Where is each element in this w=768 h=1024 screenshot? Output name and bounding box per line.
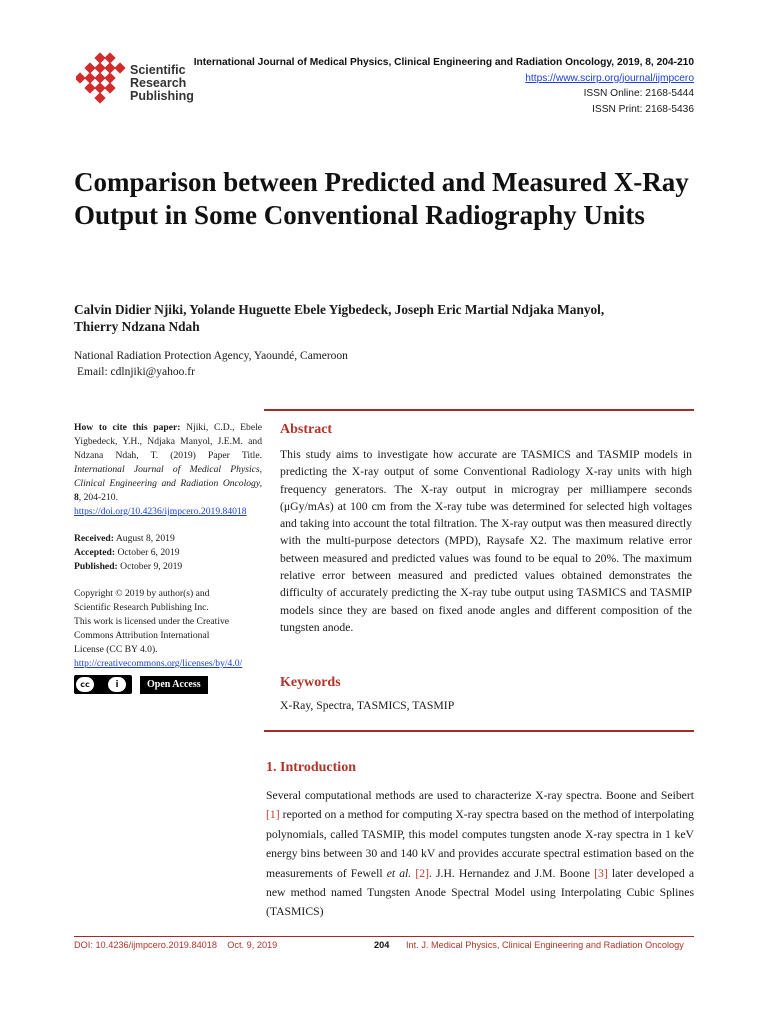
attribution-icon: i xyxy=(108,677,126,692)
journal-citation: International Journal of Medical Physics, Clinical Engineering and Radiation Oncology, 2019, 8, 204-210 xyxy=(193,57,694,68)
publisher-name-line: Scientific xyxy=(130,63,186,77)
cite-volume: 8 xyxy=(74,492,79,503)
citation-ref-link[interactable]: [3] xyxy=(594,866,608,880)
citation-ref-link[interactable]: [1] xyxy=(266,808,280,822)
publisher-name-line: Publishing xyxy=(130,89,194,103)
open-access-badge: Open Access xyxy=(140,676,208,694)
page-number: 204 xyxy=(374,940,390,950)
issn-print: ISSN Print: 2168-5436 xyxy=(592,103,694,115)
accepted-label: Accepted: xyxy=(74,547,116,558)
published-date: October 9, 2019 xyxy=(120,561,183,572)
citation-block xyxy=(74,421,262,519)
intro-paragraph xyxy=(266,786,694,922)
published-label: Published: xyxy=(74,561,118,572)
publisher-name-line: Research xyxy=(130,76,187,90)
license-link[interactable]: http://creativecommons.org/licenses/by/4.0/ xyxy=(74,658,243,669)
copyright-line: Copyright © 2019 by author(s) and xyxy=(74,588,210,599)
intro-text: reported on a method for computing X-ray spectra based on the method of interpolating polynomials, called TASMIP, this model computes tungsten anode X-ray spectra in 1 keV energy bins between 30 and 140 kV and provides accurate spectral estimation based on the measurements of Fewell xyxy=(266,808,694,880)
copyright-line: This work is licensed under the Creative xyxy=(74,616,230,627)
journal-url-link[interactable]: https://www.scirp.org/journal/ijmpcero xyxy=(525,72,694,84)
journal-header xyxy=(194,55,694,117)
license-badges xyxy=(74,675,262,694)
doi-link[interactable]: https://doi.org/10.4236/ijmpcero.2019.84018 xyxy=(74,506,247,517)
issn-online: ISSN Online: 2168-5444 xyxy=(583,88,694,99)
intro-text: later developed a new method named Tungsten Anode Spectral Model using Interpolating Cubic Splines (TASMICS) xyxy=(266,866,695,919)
email: Email: cdlnjiki@yahoo.fr xyxy=(77,366,195,378)
copyright-line: License (CC BY 4.0). xyxy=(74,644,158,655)
footer-doi: DOI: 10.4236/ijmpcero.2019.84018 Oct. 9, 2019 xyxy=(74,940,278,950)
received-date: August 8, 2019 xyxy=(115,533,175,544)
cc-by-icon[interactable] xyxy=(74,675,132,694)
cc-icon: cc xyxy=(76,677,94,692)
author-list xyxy=(74,301,714,335)
publisher-name xyxy=(130,64,194,103)
footer-divider xyxy=(74,936,694,937)
abstract-text: This study aims to investigate how accurate are TASMICS and TASMIP models in predicting the X-ray output of some Conventional Radiology X-ray units with high frequency generators. The X-ray output in microgray per milliampere seconds (μGy/mAs) at 100 cm from the X-ray tube was determined for selected high voltages and taking into account the total filtration. The X-ray output was then measured directly with the multi-purpose detectors (MPD), Raysafe X2. The maximum relative error between measured and predicted values was found to be equal to 20%. The maximum relative error between measured and predicted values obtained demonstrates the difficulty of accurately predicting the X-ray tube output using TASMICS and TASMIP models since they are based on fixed anode angles and different composition of the tungsten anode. xyxy=(280,448,692,634)
page-footer xyxy=(74,940,694,950)
cite-pages: , 204-210. xyxy=(78,492,118,503)
abstract-heading: Abstract xyxy=(280,422,333,437)
affiliation-block xyxy=(74,348,348,380)
copyright-block xyxy=(74,587,262,671)
footer-journal: Int. J. Medical Physics, Clinical Engineering and Radiation Oncology xyxy=(406,940,684,950)
intro-heading: 1. Introduction xyxy=(266,760,356,775)
received-label: Received: xyxy=(74,533,114,544)
keywords-text: X-Ray, Spectra, TASMICS, TASMIP xyxy=(280,699,455,712)
article-info-sidebar xyxy=(74,421,262,694)
accepted-date: October 6, 2019 xyxy=(117,547,180,558)
dates-block xyxy=(74,532,262,574)
abstract-divider xyxy=(264,409,694,411)
intro-text: Several computational methods are used to characterize X-ray spectra. Boone and Seibert xyxy=(266,789,694,802)
cite-label: How to cite this paper: xyxy=(74,422,181,433)
copyright-line: Scientific Research Publishing Inc. xyxy=(74,602,209,613)
author-line: Thierry Ndzana Ndah xyxy=(74,319,200,334)
keywords-divider xyxy=(264,730,694,732)
cite-text: Njiki, C.D., Ebele Yigbedeck, Y.H., Ndjaka Manyol, J.E.M. and Ndzana Ndah, T. (2019) Paper Title. xyxy=(74,422,263,461)
cite-journal: International Journal of Medical Physics, Clinical Engineering and Radiation Oncology, xyxy=(74,464,262,489)
paper-title: Comparison between Predicted and Measured X-Ray Output in Some Conventional Radiography Units xyxy=(74,167,689,230)
author-line: Calvin Didier Njiki, Yolande Huguette Ebele Yigbedeck, Joseph Eric Martial Ndjaka Manyol, xyxy=(74,302,605,317)
keywords-heading: Keywords xyxy=(280,675,341,690)
intro-text: . J.H. Hernandez and J.M. Boone xyxy=(428,866,595,880)
affiliation: National Radiation Protection Agency, Yaoundé, Cameroon xyxy=(74,350,348,362)
copyright-line: Commons Attribution International xyxy=(74,630,210,641)
publisher-logo-icon xyxy=(76,52,132,108)
citation-ref-link[interactable]: [2] xyxy=(415,866,429,880)
intro-etal: et al. xyxy=(386,866,412,880)
